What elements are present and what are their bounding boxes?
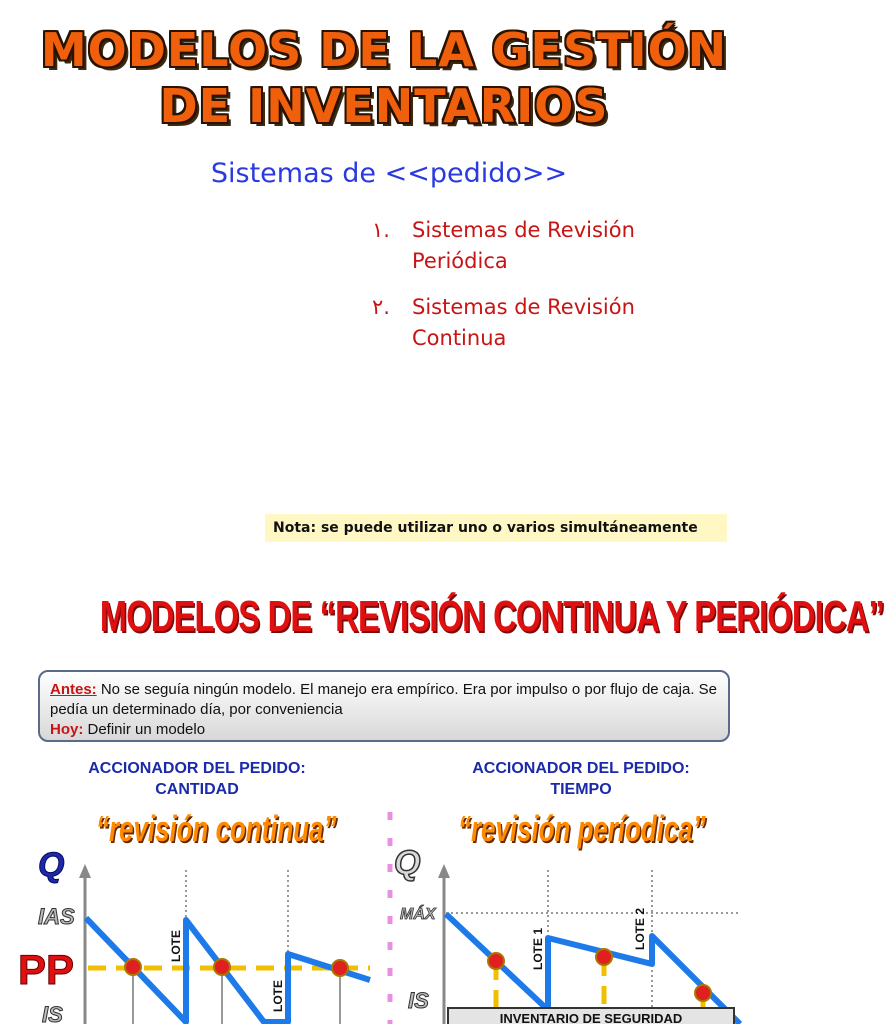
right-axis-arrow	[438, 864, 450, 878]
right-heading-line-2: TIEMPO	[550, 781, 612, 798]
list-item-2-line-1: Sistemas de Revisión	[412, 295, 635, 319]
left-axis-arrow	[79, 864, 91, 878]
list-number-2: ٢.	[372, 295, 390, 319]
hoy-text: Definir un modelo	[83, 721, 206, 738]
right-is-label: IS	[408, 988, 429, 1013]
left-q-label: Q	[38, 846, 65, 884]
slide-1	[0, 0, 768, 560]
list-item-1-line-1: Sistemas de Revisión	[412, 218, 635, 242]
right-diagram	[394, 844, 740, 1024]
right-review-dot-1	[488, 953, 504, 969]
right-lote-label-2: LOTE 2	[633, 907, 647, 950]
left-lote-label-2: LOTE	[271, 980, 285, 1012]
right-review-dot-2	[596, 949, 612, 965]
left-heading-line-1: ACCIONADOR DEL PEDIDO:	[88, 760, 306, 777]
left-reorder-dot-1	[125, 959, 141, 975]
note-box: Nota: se puede utilizar uno o varios simultáneamente	[265, 514, 727, 542]
left-reorder-dot-3	[332, 960, 348, 976]
left-pp-label: PP	[18, 946, 75, 993]
list-item-1-line-2: Periódica	[412, 249, 508, 273]
antes-text: No se seguía ningún modelo. El manejo era empírico. Era por impulso o por flujo de caja. Se pedía un determinado día, por conveniencia	[50, 681, 718, 718]
right-lote-label-1: LOTE 1	[531, 927, 545, 970]
safety-stock-label: INVENTARIO DE SEGURIDAD	[499, 1011, 683, 1024]
left-heading-line-2: CANTIDAD	[155, 781, 239, 798]
inventory-diagrams	[0, 840, 768, 1024]
list-item-2-line-2: Continua	[412, 326, 507, 350]
title-line-2: DE INVENTARIOS	[159, 79, 609, 133]
left-tag: “revisión continua”	[96, 808, 337, 849]
slide-1-subtitle: Sistemas de <<pedido>>	[210, 158, 568, 189]
right-heading	[431, 758, 731, 800]
right-review-dot-3	[695, 985, 711, 1001]
list-number-1: ١.	[372, 218, 390, 242]
context-box	[38, 670, 730, 742]
left-lote-label-1: LOTE	[169, 930, 183, 962]
left-is-label: IS	[42, 1002, 63, 1024]
left-ias-label: IAS	[38, 904, 75, 929]
right-max-label: MÁX	[400, 906, 436, 923]
slide-2-title: MODELOS DE “REVISIÓN CONTINUA Y PERIÓDICA”	[99, 592, 884, 641]
left-heading	[47, 758, 347, 800]
right-tag: “revisión períodica”	[458, 808, 706, 849]
title-line-1: MODELOS DE LA GESTIÓN	[40, 23, 728, 77]
left-reorder-dot-2	[214, 959, 230, 975]
right-q-label: Q	[394, 844, 421, 882]
hoy-label: Hoy:	[50, 721, 84, 738]
right-heading-line-1: ACCIONADOR DEL PEDIDO:	[472, 760, 690, 777]
antes-label: Antes:	[50, 681, 97, 698]
left-diagram	[18, 846, 370, 1024]
slide-1-title	[0, 22, 768, 134]
